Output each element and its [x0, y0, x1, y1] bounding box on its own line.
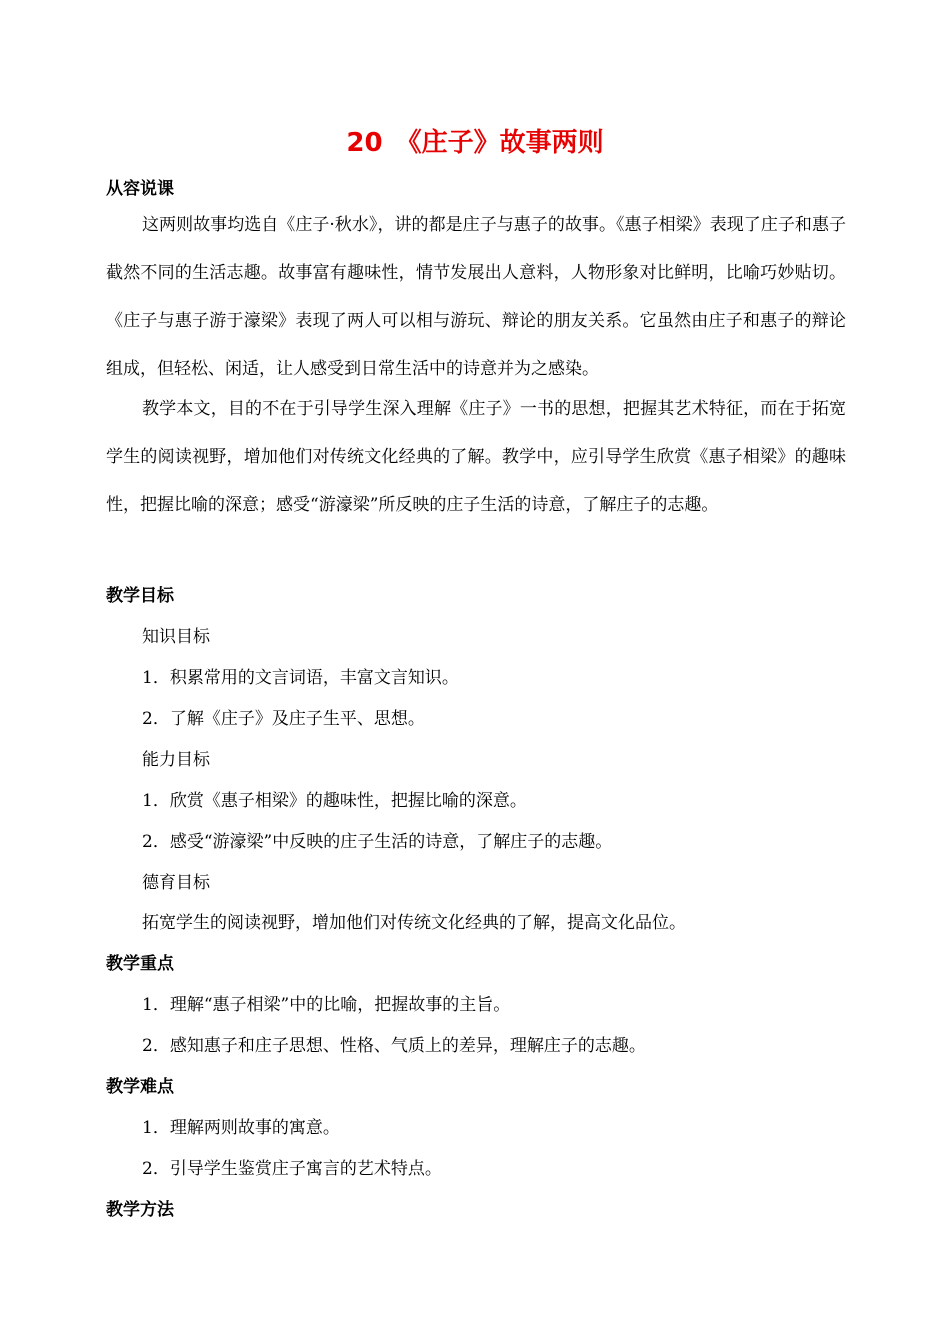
objective-line: 1．欣赏《惠子相梁》的趣味性，把握比喻的深意。 — [142, 791, 527, 811]
objective-line: 拓宽学生的阅读视野，增加他们对传统文化经典的了解，提高文化品位。 — [142, 913, 686, 933]
objective-line: 1．积累常用的文言词语，丰富文言知识。 — [142, 668, 459, 688]
difficulty-line: 2．引导学生鉴赏庄子寓言的艺术特点。 — [142, 1159, 442, 1179]
key-point-line: 1．理解“惠子相梁”中的比喻，把握故事的主旨。 — [142, 995, 511, 1015]
objective-line: 德育目标 — [142, 873, 210, 893]
section-heading-shuoke: 从容说课 — [106, 179, 174, 199]
key-point-line: 2．感知惠子和庄子思想、性格、气质上的差异，理解庄子的志趣。 — [142, 1036, 646, 1056]
objective-line: 能力目标 — [142, 750, 210, 770]
page-title: 20 《庄子》故事两则 — [346, 128, 604, 158]
objective-line: 2．了解《庄子》及庄子生平、思想。 — [142, 709, 425, 729]
section-heading-difficulties: 教学难点 — [106, 1077, 174, 1097]
section-heading-key-points: 教学重点 — [106, 954, 174, 974]
paragraph-intro-2: 教学本文，目的不在于引导学生深入理解《庄子》一书的思想，把握其艺术特征，而在于拓宽学生的阅读视野，增加他们对传统文化经典的了解。教学中，应引导学生欣赏《惠子相梁》的趣味性，把握比喻的深意；感受“游濠梁”所反映的庄子生活的诗意，了解庄子的志趣。 — [106, 399, 846, 515]
objective-line: 2．感受“游濠梁”中反映的庄子生活的诗意，了解庄子的志趣。 — [142, 832, 613, 852]
objective-line: 知识目标 — [142, 627, 210, 647]
section-heading-objectives: 教学目标 — [106, 586, 174, 606]
difficulty-line: 1．理解两则故事的寓意。 — [142, 1118, 340, 1138]
section-heading-methods: 教学方法 — [106, 1200, 174, 1220]
paragraph-intro-1: 这两则故事均选自《庄子·秋水》，讲的都是庄子与惠子的故事。《惠子相梁》表现了庄子和惠子截然不同的生活志趣。故事富有趣味性，情节发展出人意料，人物形象对比鲜明，比喻巧妙贴切。《庄子与惠子游于濠梁》表现了两人可以相与游玩、辩论的朋友关系。它虽然由庄子和惠子的辩论组成，但轻松、闲适，让人感受到日常生活中的诗意并为之感染。 — [106, 215, 846, 379]
